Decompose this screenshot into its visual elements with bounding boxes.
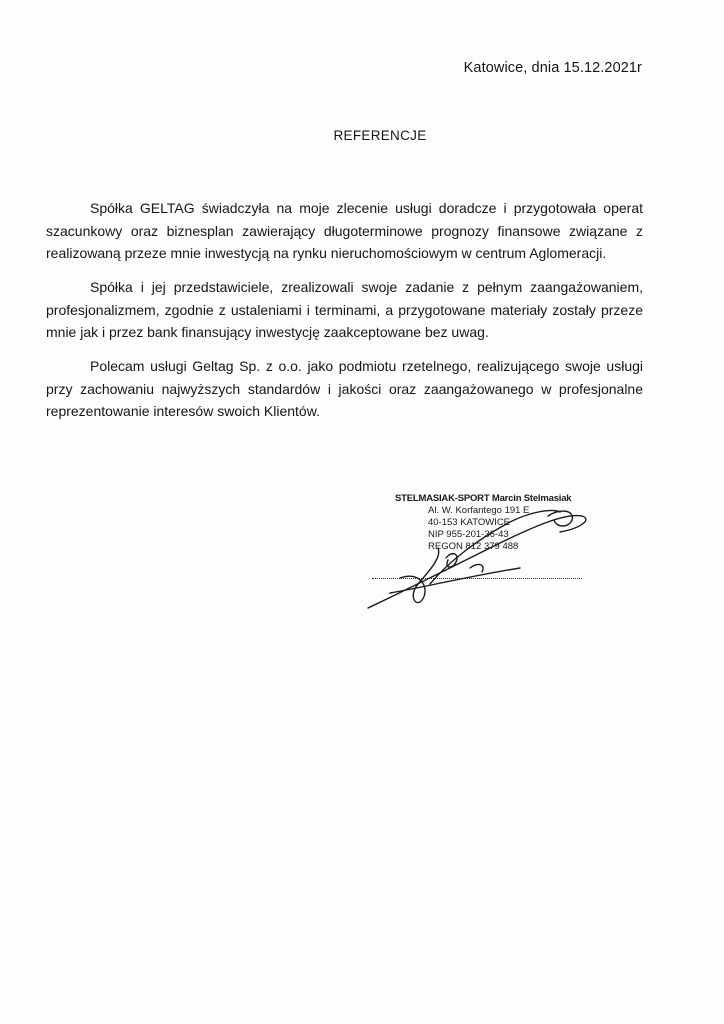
paragraph-text: Spółka i jej przedstawiciele, zrealizowali swoje zadanie z pełnym zaangażowaniem, profesjonalizmem, zgodnie z ustaleniami i terminami, a przygotowane materiały zostały przeze mnie jak i przez bank finansujący inwestycję zaakceptowane bez uwag. (46, 279, 643, 340)
paragraph-3 (46, 355, 643, 423)
paragraph-text: Polecam usługi Geltag Sp. z o.o. jako podmiotu rzetelnego, realizującego swoje usługi przy zachowaniu najwyższych standardów i jakości oraz zaangażowanego w profesjonalne reprezentowanie interesów swoich Klientów. (46, 358, 643, 419)
stamp-regon: REGON 812 379 488 (428, 541, 519, 552)
paragraph-2 (46, 276, 643, 344)
document-title: REFERENCJE (333, 128, 427, 143)
stamp-company: STELMASIAK-SPORT Marcin Stelmasiak (395, 493, 572, 504)
stamp-address: Al. W. Korfantego 191 E (428, 505, 530, 516)
stamp-nip: NIP 955-201-36-43 (428, 529, 509, 540)
place-date: Katowice, dnia 15.12.2021r (463, 60, 642, 76)
paragraph-1 (46, 197, 643, 265)
paragraph-text: Spółka GELTAG świadczyła na moje zlecenie usługi doradcze i przygotowała operat szacunkowy oraz biznesplan zawierający długoterminowe prognozy finansowe związane z realizowaną przeze mnie inwestycją na rynku nieruchomościowym w centrum Aglomeracji. (46, 200, 643, 261)
handwritten-signature (360, 498, 610, 613)
stamp-city: 40-153 KATOWICE (428, 517, 511, 528)
signature-line (372, 578, 582, 579)
